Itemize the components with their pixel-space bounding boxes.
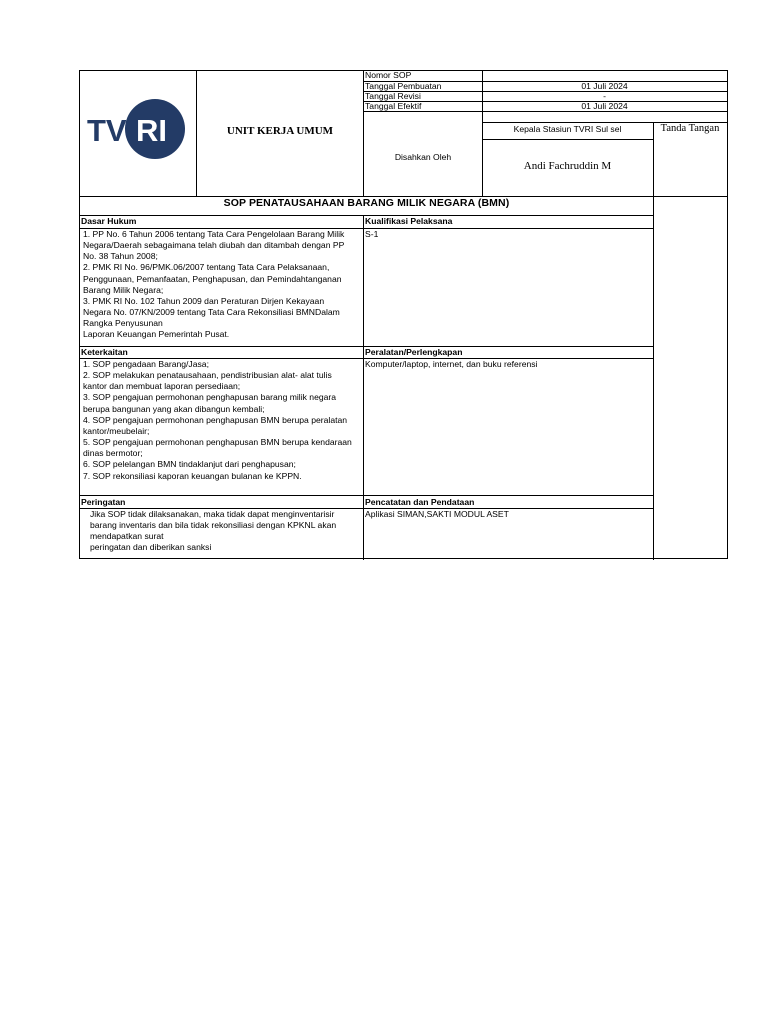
unit-name: UNIT KERJA UMUM bbox=[226, 125, 334, 137]
heading-peringatan: Peringatan bbox=[81, 497, 126, 507]
heading-peralatan: Peralatan/Perlengkapan bbox=[365, 347, 463, 357]
field-value-tanggal-pembuatan: 01 Juli 2024 bbox=[581, 81, 628, 91]
field-value-tanggal-efektif: 01 Juli 2024 bbox=[581, 101, 628, 111]
field-label-tanggal-efektif: Tanggal Efektif bbox=[365, 101, 422, 111]
field-label-nomor-sop: Nomor SOP bbox=[365, 70, 412, 80]
field-label-tanggal-revisi: Tanggal Revisi bbox=[365, 91, 421, 101]
keterkaitan-text: 1. SOP pengadaan Barang/Jasa; 2. SOP melakukan penatausahaan, pendistribusian alat- alat tulis kantor dan membuat laporan persediaan; 3. SOP pengajuan permohonan penghapusan barang milik negara berupa bangunan yang akan dibangun kembali; 4. SOP pengajuan permohonan penghapusan BMN berupa peralatan kantor/meubelair; 5. SOP pengajuan permohonan penghapusan BMN berupa kendaraan dinas bermotor; 6. SOP pelelangan BMN tindaklanjut dari penghapusan; 7. SOP rekonsiliasi kaporan keuangan bulanan ke KPPN. bbox=[83, 359, 352, 481]
kualifikasi-text: S-1 bbox=[365, 229, 379, 239]
field-value-tanggal-revisi: - bbox=[603, 91, 606, 101]
field-label-tanggal-pembuatan: Tanggal Pembuatan bbox=[365, 81, 442, 91]
approval-label: Disahkan Oleh bbox=[394, 152, 452, 162]
approval-name: Andi Fachruddin M bbox=[523, 160, 612, 172]
peralatan-text: Komputer/laptop, internet, dan buku referensi bbox=[365, 359, 538, 369]
heading-kualifikasi: Kualifikasi Pelaksana bbox=[365, 216, 453, 226]
svg-text:RI: RI bbox=[136, 113, 167, 148]
signature-label: Tanda Tangan bbox=[660, 123, 720, 134]
heading-pencatatan: Pencatatan dan Pendataan bbox=[365, 497, 475, 507]
tvri-logo bbox=[86, 97, 188, 161]
heading-dasar-hukum: Dasar Hukum bbox=[81, 216, 137, 226]
sop-title: SOP PENATAUSAHAAN BARANG MILIK NEGARA (BMN) bbox=[223, 197, 510, 209]
heading-keterkaitan: Keterkaitan bbox=[81, 347, 128, 357]
sop-sheet bbox=[79, 70, 728, 559]
dasar-hukum-text: 1. PP No. 6 Tahun 2006 tentang Tata Cara Pengelolaan Barang Milik Negara/Daerah sebagaimana telah diubah dan ditambah dengan PP No. 38 Tahun 2008; 2. PMK RI No. 96/PMK.06/2007 tentang Tata Cara Pelaksanaan, Penggunaan, Pemanfaatan, Penghapusan, dan Pemindahtanganan Barang Milik Negara; 3. PMK RI No. 102 Tahun 2009 dan Peraturan Dirjen Kekayaan Negara No. 07/KN/2009 tentang Tata Cara Rekonsiliasi BMNDalam Rangka Penyusunan Laporan Keuangan Pemerintah Pusat. bbox=[83, 229, 345, 340]
approval-position: Kepala Stasiun TVRI Sul sel bbox=[513, 124, 622, 134]
peringatan-text: Jika SOP tidak dilaksanakan, maka tidak dapat menginventarisir barang inventaris dan bila tidak rekonsiliasi dengan KPKNL akan mendapatkan surat peringatan dan diberikan sanksi bbox=[90, 509, 337, 553]
svg-text:TV: TV bbox=[87, 113, 127, 148]
pencatatan-text: Aplikasi SIMAN,SAKTI MODUL ASET bbox=[365, 509, 509, 519]
